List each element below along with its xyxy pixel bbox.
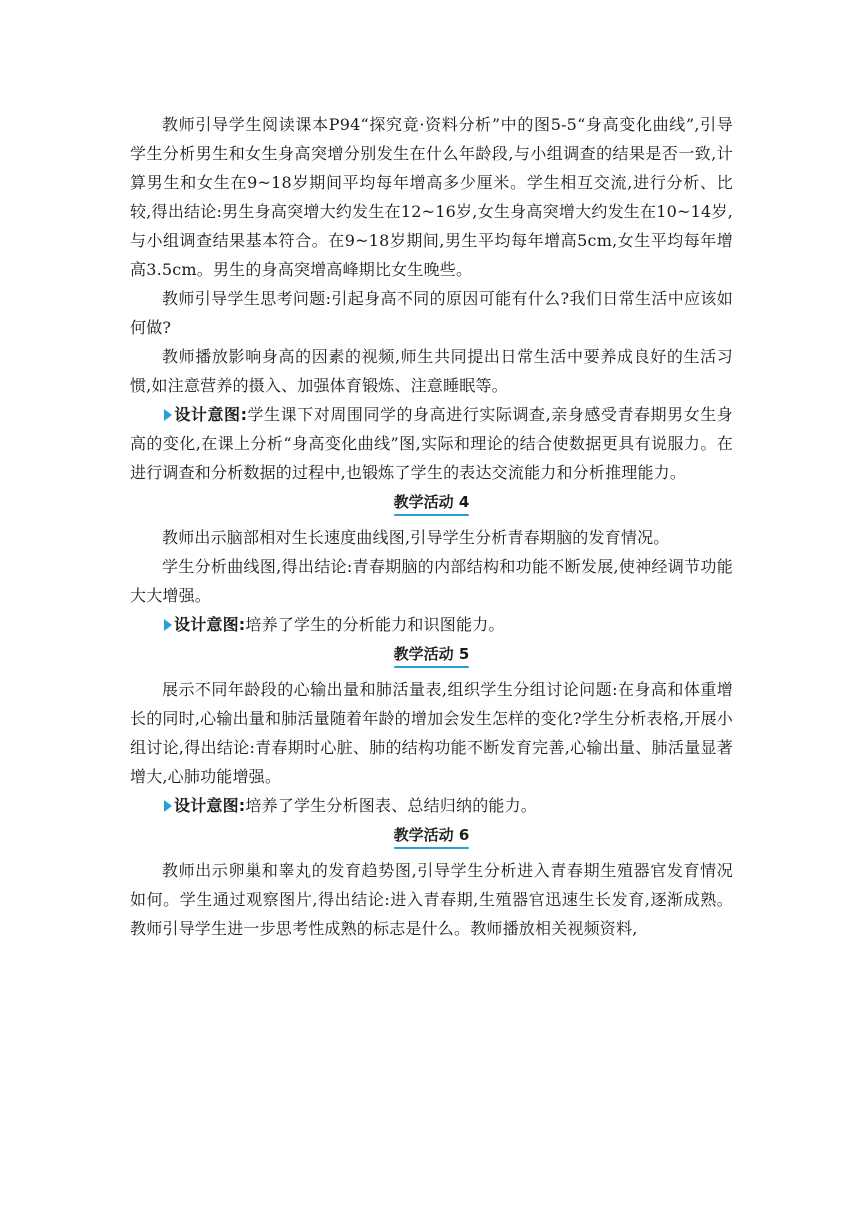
triangle-marker-icon <box>164 409 172 421</box>
design-intent-label: 设计意图: <box>174 796 246 815</box>
design-intent-text: 培养了学生分析图表、总结归纳的能力。 <box>245 796 538 815</box>
design-intent-block <box>130 791 733 820</box>
title-underline <box>394 514 470 516</box>
activity-heading-5 <box>130 643 733 673</box>
activity-title <box>390 824 474 849</box>
activity-title <box>390 491 474 516</box>
paragraph-reproductive-organs: 教师出示卵巢和睾丸的发育趋势图,引导学生分析进入青春期生殖器官发育情况如何。学生通过观察图片,得出结论:进入青春期,生殖器官迅速生长发育,逐渐成熟。教师引导学生进一步思考性成熟的标志是什么。教师播放相关视频资料, <box>130 861 733 938</box>
activity-title <box>390 643 474 668</box>
paragraph-height-question: 教师引导学生思考问题:引起身高不同的原因可能有什么?我们日常生活中应该如何做? <box>130 289 733 337</box>
design-intent-label: 设计意图: <box>174 405 248 424</box>
activity-title-text: 教学活动 6 <box>393 826 470 844</box>
design-intent-block <box>130 610 733 639</box>
activity-heading-4 <box>130 491 733 521</box>
paragraph-brain-conclusion: 学生分析曲线图,得出结论:青春期脑的内部结构和功能不断发展,使神经调节功能大大增强。 <box>130 557 733 605</box>
paragraph-height-analysis: 教师引导学生阅读课本P94“探究竟·资料分析”中的图5-5“身高变化曲线”,引导学生分析男生和女生身高突增分别发生在什么年龄段,与小组调查的结果是否一致,计算男生和女生在9~18岁期间平均每年增高多少厘米。学生相互交流,进行分析、比较,得出结论:男生身高突增大约发生在12~16岁,女生身高突增大约发生在10~14岁,与小组调查结果基本符合。在9~18岁期间,男生平均每年增高5cm,女生平均每年增高3.5cm。男生的身高突增高峰期比女生晚些。 <box>130 115 733 279</box>
paragraph-height-video: 教师播放影响身高的因素的视频,师生共同提出日常生活中要养成良好的生活习惯,如注意营养的摄入、加强体育锻炼、注意睡眠等。 <box>130 347 733 395</box>
design-intent-label: 设计意图: <box>174 615 246 634</box>
triangle-marker-icon <box>164 800 172 812</box>
design-intent-text: 学生课下对周围同学的身高进行实际调查,亲身感受青春期男女生身高的变化,在课上分析“身高变化曲线”图,实际和理论的结合使数据更具有说服力。在进行调查和分析数据的过程中,也锻炼了学生的表达交流能力和分析推理能力。 <box>130 405 733 482</box>
document-page <box>130 110 733 943</box>
paragraph-brain-chart: 教师出示脑部相对生长速度曲线图,引导学生分析青春期脑的发育情况。 <box>162 528 670 547</box>
activity-title-text: 教学活动 4 <box>393 493 470 511</box>
triangle-marker-icon <box>164 619 172 631</box>
design-intent-block <box>130 400 733 487</box>
design-intent-text: 培养了学生的分析能力和识图能力。 <box>245 615 505 634</box>
activity-heading-6 <box>130 824 733 854</box>
activity-title-text: 教学活动 5 <box>393 645 470 663</box>
paragraph-heart-lung: 展示不同年龄段的心输出量和肺活量表,组织学生分组讨论问题:在身高和体重增长的同时,心输出量和肺活量随着年龄的增加会发生怎样的变化?学生分析表格,开展小组讨论,得出结论:青春期时心脏、肺的结构功能不断发育完善,心输出量、肺活量显著增大,心肺功能增强。 <box>130 680 733 786</box>
title-underline <box>394 666 470 668</box>
title-underline <box>394 847 470 849</box>
